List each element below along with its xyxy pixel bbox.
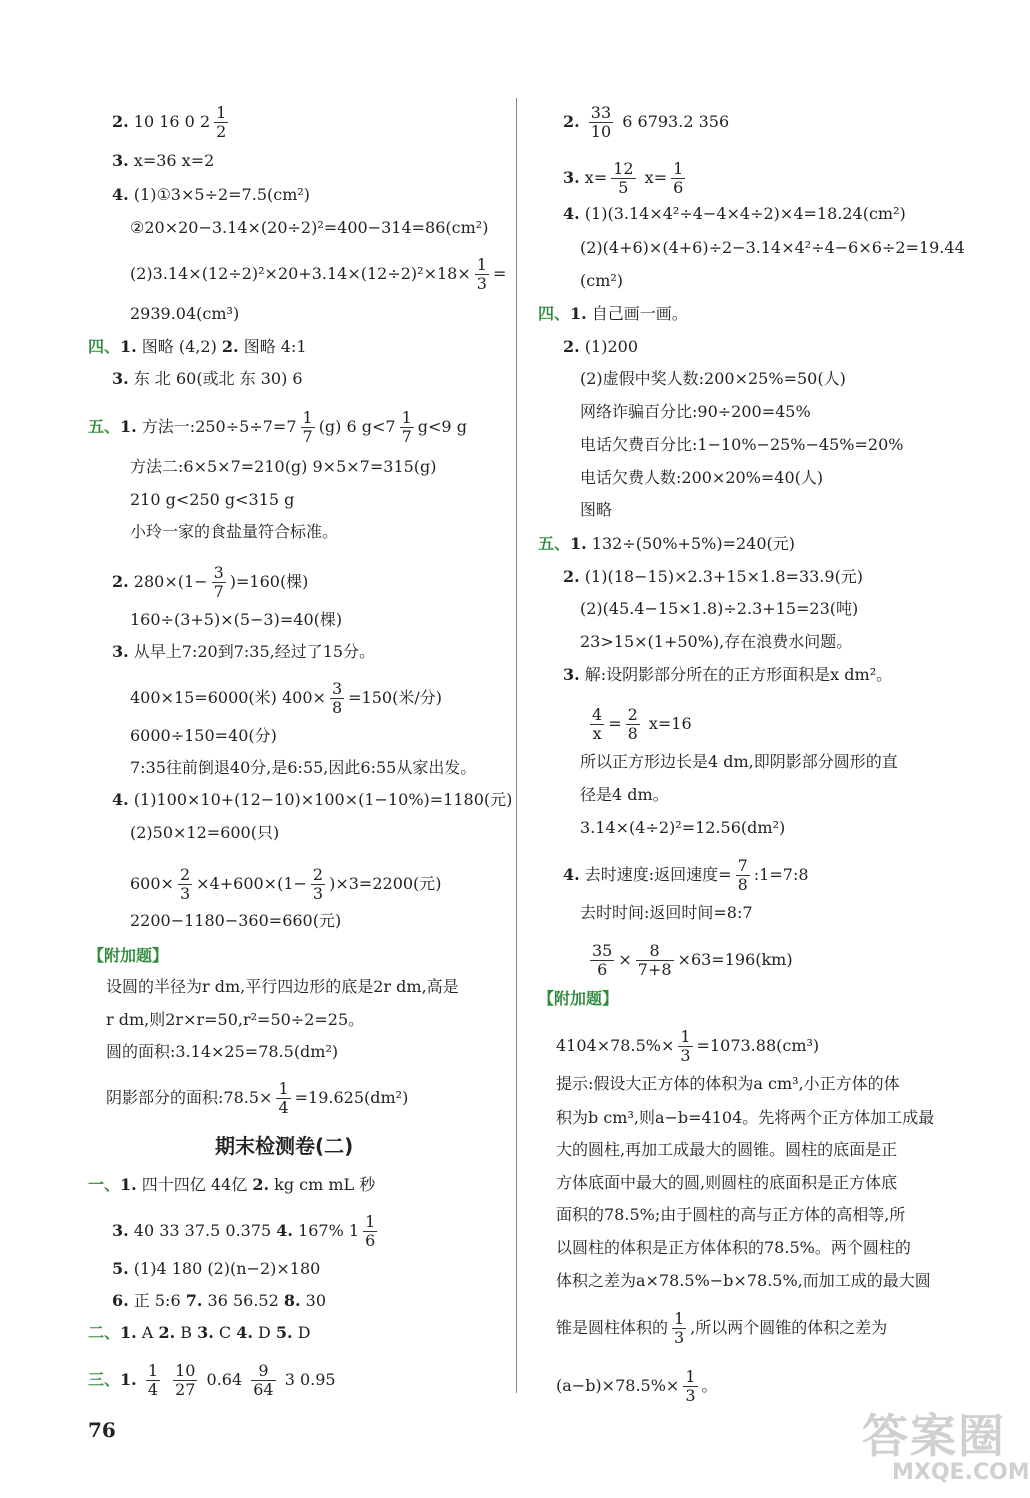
fraction-denominator: 3 bbox=[179, 884, 191, 903]
answer-line bbox=[130, 217, 488, 239]
answer-text: (2)虚假中奖人数:200×25%=50(人) bbox=[580, 369, 846, 388]
answer-text: 电话欠费百分比:1−10%−25%−45%=20% bbox=[580, 435, 904, 454]
answer-line bbox=[112, 184, 310, 206]
fraction-numerator: 1 bbox=[685, 1367, 696, 1386]
answer-text: 167% 1 bbox=[292, 1221, 360, 1240]
question-number: 3. bbox=[112, 642, 129, 661]
answer-line bbox=[130, 866, 442, 903]
question-number: 3. bbox=[563, 168, 580, 187]
answer-text: =1073.88(cm³) bbox=[696, 1036, 820, 1055]
answer-line bbox=[112, 641, 375, 663]
answer-line bbox=[112, 564, 308, 601]
answer-text: 4104×78.5%× bbox=[556, 1036, 675, 1055]
fraction bbox=[363, 1213, 377, 1250]
answer-line bbox=[563, 566, 863, 588]
question-number: 1. bbox=[120, 1323, 137, 1342]
answer-line bbox=[586, 942, 793, 979]
answer-text: (2)(45.4−15×1.8)÷2.3+15=23(吨) bbox=[580, 599, 859, 618]
answer-line bbox=[556, 1270, 931, 1292]
answer-text: 2200−1180−360=660(元) bbox=[130, 911, 342, 930]
answer-text: x=36 x=2 bbox=[128, 151, 215, 170]
question-number: 1. bbox=[120, 1370, 137, 1389]
answer-text: 去时时间:返回时间=8:7 bbox=[580, 903, 753, 922]
column-divider bbox=[516, 98, 517, 1393]
question-number: 2. bbox=[158, 1323, 176, 1342]
answer-line bbox=[112, 104, 232, 141]
answer-line bbox=[88, 336, 307, 358]
question-number: 2. bbox=[112, 112, 129, 131]
answer-text: 方法一:250÷5÷7=7 bbox=[136, 417, 297, 436]
fraction-numerator: 1 bbox=[216, 103, 227, 122]
answer-line bbox=[130, 303, 239, 325]
fraction-denominator: 64 bbox=[253, 1380, 274, 1399]
answer-line bbox=[106, 976, 459, 998]
question-number: 3. bbox=[112, 1221, 129, 1240]
answer-line bbox=[538, 988, 618, 1010]
fraction-denominator: 3 bbox=[674, 1328, 685, 1347]
answer-line bbox=[538, 533, 795, 555]
answer-text: 径是4 dm。 bbox=[580, 785, 669, 804]
answer-text: 23>15×(1+50%),存在浪费水问题。 bbox=[580, 632, 853, 651]
answer-line bbox=[563, 664, 892, 686]
section-label: 四、 bbox=[88, 337, 121, 356]
answer-line bbox=[563, 160, 689, 197]
fraction-denominator: 4 bbox=[278, 1098, 289, 1117]
section-label: 一、 bbox=[88, 1175, 121, 1194]
fraction-denominator: 2 bbox=[216, 122, 227, 141]
question-number: 5. bbox=[275, 1323, 293, 1342]
fraction-numerator: 1 bbox=[278, 1079, 289, 1098]
answer-text: D bbox=[292, 1323, 311, 1342]
answer-line bbox=[88, 945, 168, 967]
fraction-numerator: 9 bbox=[251, 1362, 275, 1381]
fraction-denominator: 6 bbox=[597, 960, 608, 979]
answer-text: 东 北 60(或北 东 30) 6 bbox=[128, 369, 303, 388]
section-label: 三、 bbox=[88, 1370, 121, 1389]
answer-text: (1)200 bbox=[579, 337, 638, 356]
question-number: 2. bbox=[252, 1175, 270, 1194]
answer-text: 280×(1− bbox=[128, 572, 208, 591]
question-number: 3. bbox=[112, 151, 129, 170]
answer-line bbox=[130, 256, 506, 293]
answer-line bbox=[580, 237, 965, 259]
answer-text: (2)50×12=600(只) bbox=[130, 823, 280, 842]
answer-line bbox=[112, 368, 303, 390]
fraction bbox=[678, 1028, 692, 1065]
answer-text: (a−b)×78.5%× bbox=[556, 1376, 680, 1395]
answer-text: r dm,则2r×r=50,r²=50÷2=25。 bbox=[106, 1010, 365, 1029]
answer-text: (1)(3.14×4²÷4−4×4÷2)×4=18.24(cm²) bbox=[579, 204, 906, 223]
question-number: 2. bbox=[221, 337, 239, 356]
fraction-numerator: 3 bbox=[331, 679, 343, 698]
answer-text: 体积之差为a×78.5%−b×78.5%,而加工成的最大圆 bbox=[556, 1271, 931, 1290]
answer-text: (1)①3×5÷2=7.5(cm²) bbox=[128, 185, 311, 204]
answer-text: kg cm mL 秒 bbox=[269, 1175, 376, 1194]
fraction-numerator: 7 bbox=[737, 856, 748, 875]
section-title: 期末检测卷(二) bbox=[215, 1134, 354, 1158]
answer-text: 400×15=6000(米) 400× bbox=[130, 688, 326, 707]
fraction bbox=[736, 857, 750, 894]
question-number: 1. bbox=[570, 304, 587, 323]
answer-text: 3 0.95 bbox=[279, 1370, 336, 1389]
fraction-denominator: 7+8 bbox=[637, 960, 672, 979]
answer-line bbox=[88, 1322, 311, 1344]
question-number: 8. bbox=[283, 1291, 301, 1310]
answer-line bbox=[130, 521, 338, 543]
answer-text: 大的圆柱,再加工成最大的圆锥。圆柱的底面是正 bbox=[556, 1140, 898, 1159]
answer-line bbox=[580, 434, 903, 456]
answer-text: (2)3.14×(12÷2)²×20+3.14×(12÷2)²×18× bbox=[130, 264, 471, 283]
answer-text: 解:设阴影部分所在的正方形面积是x dm²。 bbox=[579, 665, 893, 684]
section-label: 四、 bbox=[538, 304, 571, 323]
answer-text: )=160(棵) bbox=[229, 572, 309, 591]
question-number: 2. bbox=[112, 572, 129, 591]
question-number: 2. bbox=[563, 567, 580, 586]
watermark-logo bbox=[862, 1400, 1030, 1485]
answer-line bbox=[556, 1107, 934, 1129]
fraction-denominator: 3 bbox=[476, 274, 487, 293]
fraction bbox=[178, 866, 192, 903]
answer-text: 36 56.52 bbox=[202, 1291, 284, 1310]
answer-line bbox=[580, 598, 858, 620]
fraction bbox=[636, 942, 674, 979]
question-number: 4. bbox=[112, 185, 129, 204]
answer-text: 160÷(3+5)×(5−3)=40(棵) bbox=[130, 610, 343, 629]
answer-text: B bbox=[175, 1323, 198, 1342]
answer-line bbox=[586, 706, 692, 743]
answer-text: x= bbox=[579, 168, 608, 187]
answer-text: 网络诈骗百分比:90÷200=45% bbox=[580, 402, 811, 421]
answer-line bbox=[130, 725, 277, 747]
answer-text: D bbox=[252, 1323, 276, 1342]
fraction bbox=[173, 1362, 197, 1399]
answer-text: C bbox=[213, 1323, 237, 1342]
fraction-numerator: 2 bbox=[627, 705, 638, 724]
answer-text: × bbox=[618, 950, 632, 969]
answer-text: 132÷(50%+5%)=240(元) bbox=[586, 534, 796, 553]
answer-text: ②20×20−3.14×(20÷2)²=400−314=86(cm²) bbox=[130, 218, 489, 237]
fraction-numerator: 2 bbox=[312, 865, 324, 884]
answer-text: 方法二:6×5×7=210(g) 9×5×7=315(g) bbox=[130, 457, 437, 476]
answer-text: 方体底面中最大的圆,则圆柱的底面积是正方体底 bbox=[556, 1173, 898, 1192]
answer-text: 40 33 37.5 0.375 bbox=[128, 1221, 277, 1240]
answer-text: 6 6793.2 356 bbox=[617, 112, 730, 131]
question-number: 2. bbox=[563, 337, 580, 356]
fraction-denominator: 3 bbox=[685, 1386, 696, 1405]
question-number: 4. bbox=[236, 1323, 253, 1342]
page-number: 76 bbox=[88, 1418, 116, 1442]
fraction bbox=[146, 1362, 160, 1399]
question-number: 1. bbox=[120, 337, 137, 356]
answer-line bbox=[556, 1204, 905, 1226]
answer-text: 圆的面积:3.14×25=78.5(dm²) bbox=[106, 1042, 339, 1061]
fraction-denominator: 8 bbox=[627, 724, 638, 743]
fraction-numerator: 2 bbox=[179, 865, 191, 884]
fraction-denominator: 3 bbox=[680, 1046, 691, 1065]
answer-line bbox=[106, 1009, 364, 1031]
watermark-url: MXQE.COM bbox=[892, 1460, 1030, 1485]
fraction bbox=[301, 409, 315, 446]
fraction-denominator: 5 bbox=[618, 178, 629, 197]
fraction-numerator: 33 bbox=[590, 103, 612, 122]
answer-line bbox=[556, 1073, 900, 1095]
answer-text: 3.14×(4÷2)²=12.56(dm²) bbox=[580, 818, 786, 837]
section-label: 五、 bbox=[538, 534, 571, 553]
answer-text: 电话欠费人数:200×20%=40(人) bbox=[580, 468, 824, 487]
answer-text: (1)4 180 (2)(n−2)×180 bbox=[128, 1259, 321, 1278]
answer-line bbox=[106, 1041, 338, 1063]
answer-text: 10 16 0 2 bbox=[128, 112, 211, 131]
fraction-numerator: 1 bbox=[147, 1361, 158, 1380]
answer-text bbox=[164, 1370, 169, 1389]
fraction bbox=[671, 160, 685, 197]
answer-line bbox=[556, 1310, 887, 1347]
answer-line bbox=[112, 1290, 326, 1312]
fraction-denominator: 7 bbox=[401, 427, 412, 446]
question-number: 4. bbox=[112, 790, 129, 809]
answer-line bbox=[580, 467, 823, 489]
answer-text: 自己画一画。 bbox=[586, 304, 688, 323]
answer-line bbox=[130, 910, 341, 932]
fraction-denominator: x bbox=[592, 724, 602, 743]
answer-text: =150(米/分) bbox=[348, 688, 442, 707]
answer-text: ,所以两个圆锥的体积之差为 bbox=[690, 1318, 888, 1337]
section-label: 【附加题】 bbox=[538, 989, 619, 1008]
question-number: 3. bbox=[563, 665, 580, 684]
answer-text: 设圆的半径为r dm,平行四边形的底是2r dm,高是 bbox=[106, 977, 459, 996]
fraction bbox=[626, 706, 640, 743]
answer-text: x=16 bbox=[643, 714, 692, 733]
fraction bbox=[611, 160, 635, 197]
answer-line bbox=[580, 270, 623, 292]
answer-line bbox=[580, 751, 898, 773]
fraction-numerator: 12 bbox=[613, 159, 634, 178]
answer-text: 阴影部分的面积:78.5× bbox=[106, 1088, 273, 1107]
question-number: 2. bbox=[563, 112, 580, 131]
fraction bbox=[475, 256, 489, 293]
answer-text: A bbox=[136, 1323, 159, 1342]
section-label: 五、 bbox=[88, 417, 121, 436]
question-number: 1. bbox=[120, 417, 137, 436]
fraction-numerator: 1 bbox=[302, 408, 313, 427]
answer-text: 图略 (4,2) bbox=[136, 337, 222, 356]
answer-line bbox=[130, 680, 442, 717]
answer-line bbox=[130, 822, 279, 844]
answer-text: 30 bbox=[300, 1291, 326, 1310]
answer-line bbox=[580, 499, 612, 521]
answer-line bbox=[580, 902, 753, 924]
answer-text: (2)(4+6)×(4+6)÷2−3.14×4²÷4−6×6÷2=19.44 bbox=[580, 238, 965, 257]
answer-text: =19.625(dm²) bbox=[294, 1088, 409, 1107]
answer-text: ×63=196(km) bbox=[677, 950, 793, 969]
answer-line bbox=[130, 609, 342, 631]
fraction-denominator: 6 bbox=[365, 1231, 376, 1250]
fraction-denominator: 4 bbox=[147, 1380, 158, 1399]
answer-line bbox=[130, 757, 476, 779]
section-label: 【附加题】 bbox=[88, 946, 169, 965]
answer-text: = bbox=[492, 264, 507, 283]
fraction bbox=[214, 104, 228, 141]
watermark-text: 答案圈 bbox=[862, 1409, 1006, 1463]
answer-line bbox=[112, 1213, 381, 1250]
answer-text: 从早上7:20到7:35,经过了15分。 bbox=[128, 642, 376, 661]
fraction bbox=[400, 409, 414, 446]
answer-text: 。 bbox=[701, 1376, 718, 1395]
answer-text: 小玲一家的食盐量符合标准。 bbox=[130, 522, 339, 541]
answer-line bbox=[556, 1368, 718, 1405]
answer-text: ×4+600×(1− bbox=[196, 874, 307, 893]
answer-line bbox=[130, 489, 294, 511]
answer-line bbox=[106, 1080, 408, 1117]
answer-text: = bbox=[608, 714, 622, 733]
fraction-denominator: 7 bbox=[213, 582, 224, 601]
question-number: 7. bbox=[185, 1291, 203, 1310]
answer-text: 7:35往前倒退40分,是6:55,因此6:55从家出发。 bbox=[130, 758, 477, 777]
answer-line bbox=[580, 401, 811, 423]
answer-line bbox=[556, 1028, 819, 1065]
answer-line bbox=[556, 1139, 897, 1161]
answer-line bbox=[563, 857, 809, 894]
answer-text: 锥是圆柱体积的 bbox=[556, 1318, 669, 1337]
answer-line bbox=[556, 1172, 897, 1194]
answer-text: (1)100×10+(12−10)×100×(1−10%)=1180(元) bbox=[128, 790, 513, 809]
answer-text: g<9 g bbox=[417, 417, 467, 436]
answer-text: 210 g<250 g<315 g bbox=[130, 490, 295, 509]
fraction-denominator: 10 bbox=[590, 122, 612, 141]
answer-line bbox=[538, 303, 688, 325]
answer-line bbox=[580, 784, 669, 806]
answer-text: 积为b cm³,则a−b=4104。先将两个正方体加工成最 bbox=[556, 1108, 935, 1127]
answer-line bbox=[580, 368, 846, 390]
answer-text: 四十四亿 44亿 bbox=[136, 1175, 253, 1194]
answer-text bbox=[137, 1370, 142, 1389]
fraction bbox=[276, 1080, 290, 1117]
fraction-numerator: 1 bbox=[674, 1309, 685, 1328]
answer-line bbox=[563, 203, 906, 225]
answer-text: 所以正方形边长是4 dm,即阴影部分圆形的直 bbox=[580, 752, 898, 771]
fraction-numerator: 1 bbox=[680, 1027, 691, 1046]
fraction-numerator: 10 bbox=[175, 1361, 196, 1380]
fraction-numerator: 1 bbox=[476, 255, 487, 274]
fraction bbox=[590, 706, 604, 743]
answer-text: )×3=2200(元) bbox=[329, 874, 442, 893]
answer-text: 面积的78.5%;由于圆柱的高与正方体的高相等,所 bbox=[556, 1205, 906, 1224]
fraction bbox=[212, 564, 226, 601]
question-number: 4. bbox=[563, 204, 580, 223]
fraction bbox=[251, 1362, 275, 1399]
fraction-numerator: 3 bbox=[213, 563, 224, 582]
question-number: 1. bbox=[570, 534, 587, 553]
fraction bbox=[683, 1368, 697, 1405]
fraction-numerator: 8 bbox=[636, 942, 674, 961]
answer-line bbox=[88, 1174, 375, 1196]
answer-text: 6000÷150=40(分) bbox=[130, 726, 277, 745]
fraction-numerator: 4 bbox=[592, 705, 603, 724]
answer-text: 600× bbox=[130, 874, 174, 893]
answer-text: 去时速度:返回速度= bbox=[579, 865, 732, 884]
question-number: 4. bbox=[563, 865, 580, 884]
answer-text: 2939.04(cm³) bbox=[130, 304, 240, 323]
answer-text: 正 5:6 bbox=[128, 1291, 186, 1310]
answer-line bbox=[88, 409, 467, 446]
fraction-denominator: 27 bbox=[175, 1380, 196, 1399]
answer-text: (1)(18−15)×2.3+15×1.8=33.9(元) bbox=[579, 567, 864, 586]
answer-text: 图略 4:1 bbox=[238, 337, 307, 356]
fraction bbox=[672, 1310, 686, 1347]
fraction bbox=[590, 942, 614, 979]
fraction-numerator: 1 bbox=[365, 1212, 376, 1231]
answer-line bbox=[580, 817, 785, 839]
fraction-numerator: 35 bbox=[592, 941, 613, 960]
fraction-numerator: 1 bbox=[673, 159, 684, 178]
answer-line bbox=[112, 150, 214, 172]
answer-text: (g) 6 g<7 bbox=[318, 417, 396, 436]
fraction bbox=[589, 104, 613, 141]
fraction-denominator: 8 bbox=[331, 698, 343, 717]
question-number: 3. bbox=[197, 1323, 214, 1342]
answer-line bbox=[112, 1258, 320, 1280]
fraction-denominator: 3 bbox=[312, 884, 324, 903]
question-number: 4. bbox=[276, 1221, 293, 1240]
question-number: 5. bbox=[112, 1259, 129, 1278]
answer-text: x= bbox=[639, 168, 668, 187]
fraction-denominator: 8 bbox=[737, 875, 748, 894]
fraction-denominator: 7 bbox=[302, 427, 313, 446]
fraction-denominator: 6 bbox=[673, 178, 684, 197]
answer-text: :1=7:8 bbox=[753, 865, 809, 884]
answer-text: 提示:假设大正方体的体积为a cm³,小正方体的体 bbox=[556, 1074, 900, 1093]
answer-text bbox=[580, 112, 585, 131]
answer-line bbox=[563, 104, 729, 141]
answer-line bbox=[563, 336, 638, 358]
answer-line bbox=[112, 789, 512, 811]
question-number: 1. bbox=[120, 1175, 137, 1194]
question-number: 3. bbox=[112, 369, 129, 388]
fraction bbox=[311, 866, 325, 903]
answer-line bbox=[130, 456, 437, 478]
answer-text: 0.64 bbox=[201, 1370, 248, 1389]
question-number: 6. bbox=[112, 1291, 129, 1310]
answer-text: 以圆柱的体积是正方体体积的78.5%。两个圆柱的 bbox=[556, 1238, 911, 1257]
answer-line bbox=[88, 1362, 336, 1399]
answer-text: (cm²) bbox=[580, 271, 624, 290]
fraction bbox=[330, 680, 344, 717]
answer-line bbox=[556, 1237, 911, 1259]
fraction-numerator: 1 bbox=[401, 408, 412, 427]
section-label: 二、 bbox=[88, 1323, 121, 1342]
answer-text: 图略 bbox=[580, 500, 613, 519]
answer-line bbox=[580, 631, 852, 653]
